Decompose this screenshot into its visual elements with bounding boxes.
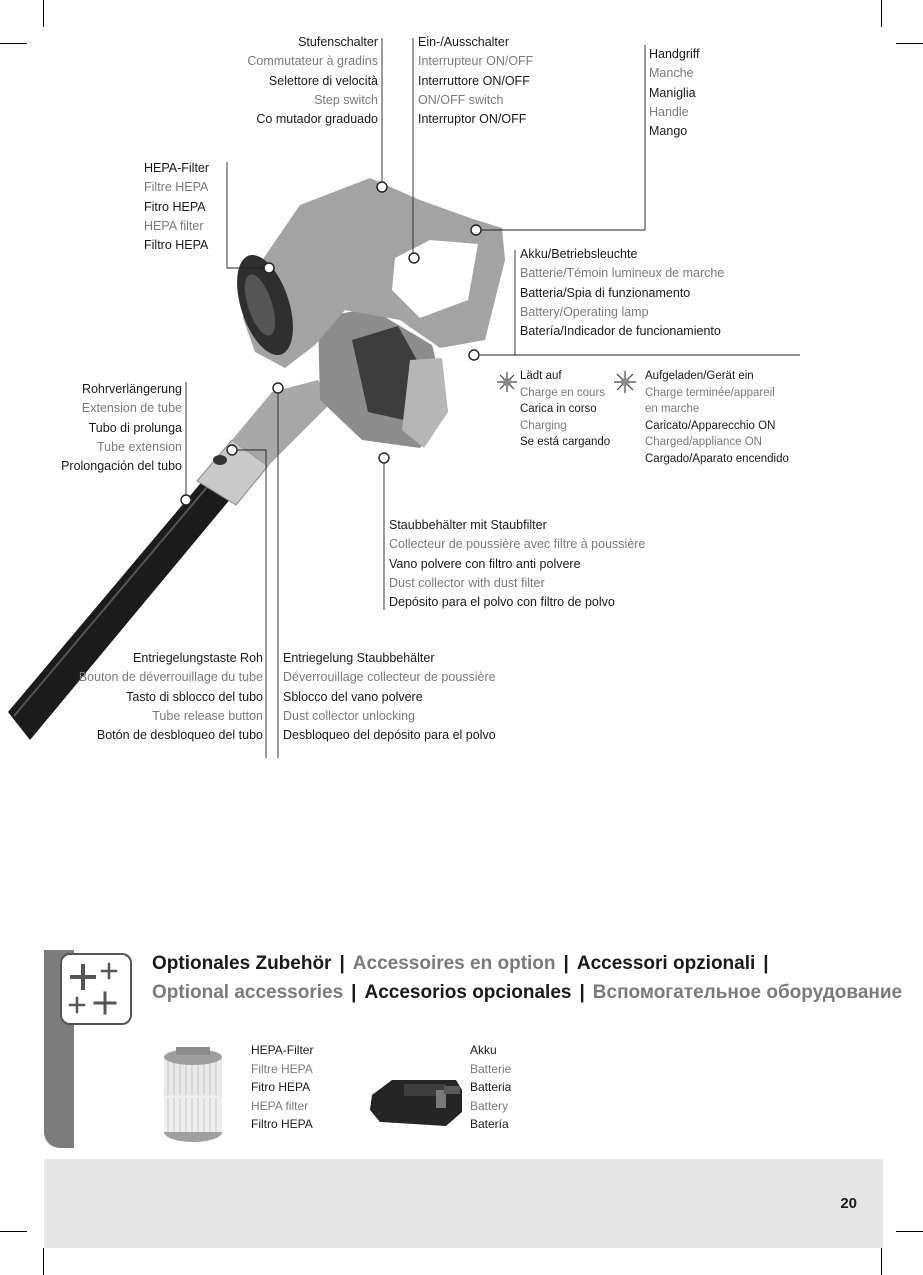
label-line: Interrupteur ON/OFF: [418, 54, 534, 69]
page-number: 20: [840, 1195, 857, 1212]
label-line: Batería/Indicador de funcionamiento: [520, 324, 721, 339]
label-line: Carica in corso: [520, 403, 597, 416]
heading-separator: |: [763, 953, 769, 974]
label-line: Batterie: [470, 1061, 512, 1076]
label-line: Fitro HEPA: [144, 199, 206, 214]
heading-fr: Accessoires en option: [352, 953, 556, 974]
label-line: Charge terminée/appareil: [645, 386, 775, 399]
label-line: Co mutador graduado: [256, 112, 378, 127]
label-line: Fitro HEPA: [251, 1080, 311, 1094]
label-line: Filtre HEPA: [251, 1061, 313, 1076]
label-line: Entriegelungstaste Roh: [133, 651, 263, 665]
label-line: Tasto di sblocco del tubo: [126, 689, 263, 704]
label-line: Handle: [649, 104, 689, 119]
label-line: Interruttore ON/OFF: [418, 73, 530, 88]
label-line: Extension de tube: [81, 401, 182, 416]
label-line: Filtro HEPA: [144, 238, 209, 253]
label-line: Dust collector with dust filter: [389, 575, 545, 590]
label-line: Batterie/Témoin lumineux de marche: [520, 266, 725, 281]
label-line: Vano polvere con filtro anti polvere: [389, 556, 581, 571]
label-line: Caricato/Apparecchio ON: [645, 419, 776, 432]
heading-en: Optional accessories: [152, 982, 344, 1003]
label-line: Aufgeladen/Gerät ein: [645, 370, 754, 382]
label-line: Tubo di prolunga: [88, 420, 182, 435]
label-line: Mango: [649, 124, 688, 139]
label-line: Lädt auf: [520, 370, 562, 382]
accessory-filter-text: [251, 1041, 313, 1134]
page-footer: [44, 1159, 883, 1248]
label-line: Tube extension: [96, 439, 182, 454]
label-line: Desbloqueo del depósito para el polvo: [283, 728, 496, 743]
label-line: Filtro HEPA: [251, 1117, 313, 1131]
label-line: Collecteur de poussière avec filtre à poussière: [389, 537, 646, 552]
label-line: Akku: [470, 1043, 497, 1057]
heading-de: Optionales Zubehör: [152, 953, 332, 974]
label-line: ON/OFF switch: [418, 92, 504, 107]
heading-separator: |: [339, 953, 345, 974]
label-line: Bouton de déverrouillage du tube: [78, 670, 263, 685]
label-line: Sblocco del vano polvere: [283, 689, 423, 704]
label-line: Step switch: [314, 92, 378, 107]
heading-separator: |: [351, 982, 357, 1003]
label-line: Dust collector unlocking: [283, 708, 416, 723]
label-line: HEPA filter: [144, 218, 204, 233]
label-line: Entriegelung Staubbehälter: [283, 651, 435, 665]
label-line: HEPA-Filter: [144, 161, 210, 175]
label-line: HEPA-Filter: [251, 1043, 314, 1057]
label-line: Selettore di velocità: [268, 73, 378, 88]
label-line: Batería: [470, 1117, 509, 1131]
label-line: Maniglia: [649, 85, 696, 100]
label-line: Staubbehälter mit Staubfilter: [389, 518, 547, 532]
label-line: Filtre HEPA: [144, 180, 209, 195]
heading-separator: |: [579, 982, 585, 1003]
label-line: Cargado/Aparato encendido: [645, 452, 789, 465]
label-line: Charging: [520, 419, 567, 432]
heading-separator: |: [563, 953, 569, 974]
label-line: Prolongación del tubo: [61, 459, 182, 474]
heading-it: Accessori opzionali: [576, 953, 756, 974]
label-line: Charge en cours: [520, 386, 606, 399]
label-line: Commutateur à gradins: [247, 54, 378, 69]
label-line: Botón de desbloqueo del tubo: [96, 728, 263, 743]
label-line: Battery: [470, 1098, 509, 1113]
label-line: Stufenschalter: [298, 35, 378, 49]
label-line: Batteria/Spia di funzionamento: [520, 285, 691, 300]
label-line: Batteria: [470, 1080, 512, 1094]
label-line: Akku/Betriebsleuchte: [520, 247, 638, 261]
label-line: Ein-/Ausschalter: [418, 35, 510, 49]
label-line: Charged/appliance ON: [645, 436, 762, 449]
label-line: Interruptor ON/OFF: [418, 112, 527, 127]
label-line: Tube release button: [152, 708, 263, 723]
label-line: Depósito para el polvo con filtro de polvo: [389, 595, 615, 610]
label-line: Battery/Operating lamp: [520, 304, 649, 319]
label-line: Manche: [649, 66, 694, 81]
heading-es: Accesorios opcionales: [364, 982, 572, 1003]
label-line: en marche: [645, 403, 700, 416]
label-line: HEPA filter: [251, 1098, 309, 1113]
label-line: Rohrverlängerung: [81, 382, 182, 396]
label-line: Se está cargando: [520, 436, 611, 449]
accessory-battery-text: [470, 1041, 511, 1134]
label-line: Handgriff: [649, 47, 700, 61]
label-line: Déverrouillage collecteur de poussière: [283, 670, 496, 685]
heading-ru: Вспомогательное оборудование: [592, 982, 903, 1003]
